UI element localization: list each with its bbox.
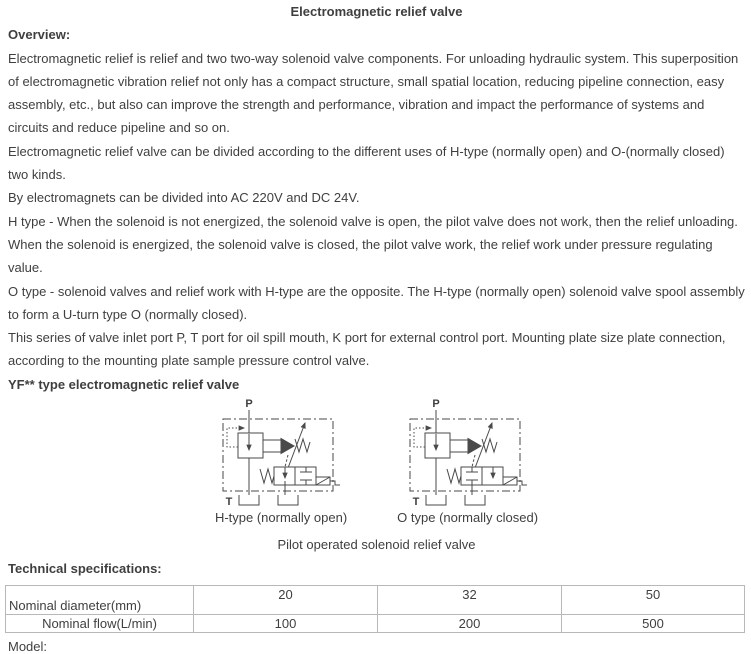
h-type-schematic [216, 397, 346, 509]
connector-tube [263, 440, 281, 452]
diagrams-row [8, 397, 745, 525]
spec-cell: 200 [378, 615, 562, 633]
spec-cell: 100 [194, 615, 378, 633]
relief-cone [468, 439, 481, 454]
tank-symbol [278, 495, 298, 505]
row-label: Nominal diameter(mm) [6, 586, 194, 615]
pilot-valve-body [425, 433, 450, 458]
tank-symbol [239, 495, 259, 505]
tank-symbol [426, 495, 446, 505]
adjust-spring [295, 439, 310, 452]
port-t-label: T [225, 496, 233, 509]
h-type-caption: H-type (normally open) [214, 510, 348, 526]
row-label: Nominal flow(L/min) [6, 615, 194, 633]
pilot-valve-body [238, 433, 263, 458]
solenoid-coil [503, 477, 527, 485]
body-paragraph: This series of valve inlet port P, T port for oil spill mouth, K port for external control port. Mounting plate size plate connection, according to the mounting plate sample pressure control valve. [8, 330, 726, 369]
o-type-schematic [403, 397, 533, 509]
specs-table [5, 585, 745, 633]
body-paragraph: H type - When the solenoid is not energized, the solenoid valve is open, the pilot valve does not work, then the relief unloading. When the solenoid is energized, the solenoid valve is closed, the pilot valve work, the relief work under pressure regulating value. [8, 213, 738, 276]
o-type-caption: O type (normally closed) [397, 510, 539, 526]
solenoid-coil [316, 477, 340, 485]
spec-cell: 32 [378, 586, 562, 615]
pilot-drop-line [472, 455, 475, 467]
body-paragraph: O type - solenoid valves and relief work with H-type are the opposite. The H-type (normally open) solenoid valve spool assembly to form a U-turn type O (normally closed). [8, 283, 745, 322]
port-p-label: P [431, 398, 440, 411]
diagram-group-caption: Pilot operated solenoid relief valve [277, 537, 476, 553]
diagram-o-type [397, 397, 538, 525]
tank-symbol [465, 495, 485, 505]
relief-cone [281, 439, 294, 454]
return-spring [260, 469, 274, 483]
body-paragraph: By electromagnets can be divided into AC 220V and DC 24V. [8, 190, 360, 206]
return-spring [447, 469, 461, 483]
table-row [6, 615, 745, 633]
diagram-h-type [215, 397, 347, 525]
spec-cell: 20 [194, 586, 378, 615]
pilot-drop-line [285, 455, 288, 467]
table-row [6, 586, 745, 615]
adjust-spring [482, 439, 497, 452]
specs-heading: Technical specifications: [8, 561, 162, 577]
page-title: Electromagnetic relief valve [290, 4, 463, 19]
model-label: Model: [8, 639, 48, 654]
body-paragraph: Electromagnetic relief valve can be divided according to the different uses of H-type (normally open) and O-(normally closed) two kinds. [8, 143, 725, 183]
spec-cell: 50 [562, 586, 745, 615]
section-heading: YF** type electromagnetic relief valve [8, 376, 240, 392]
connector-tube [450, 440, 468, 452]
port-p-label: P [245, 398, 253, 411]
body-paragraph: Electromagnetic relief is relief and two two-way solenoid valve components. For unloading hydraulic system. This superposition of electromagnetic vibration relief not only has a compact structure, small spatial location, reducing pipeline connection, easy assembly, etc., but also can improve the strength and performance, vibration and impact the performance of systems and circuits and reduce pipeline and so on. [8, 50, 739, 136]
spec-cell: 500 [562, 615, 745, 633]
overview-heading: Overview: [8, 27, 71, 43]
port-t-label: T [412, 496, 419, 509]
